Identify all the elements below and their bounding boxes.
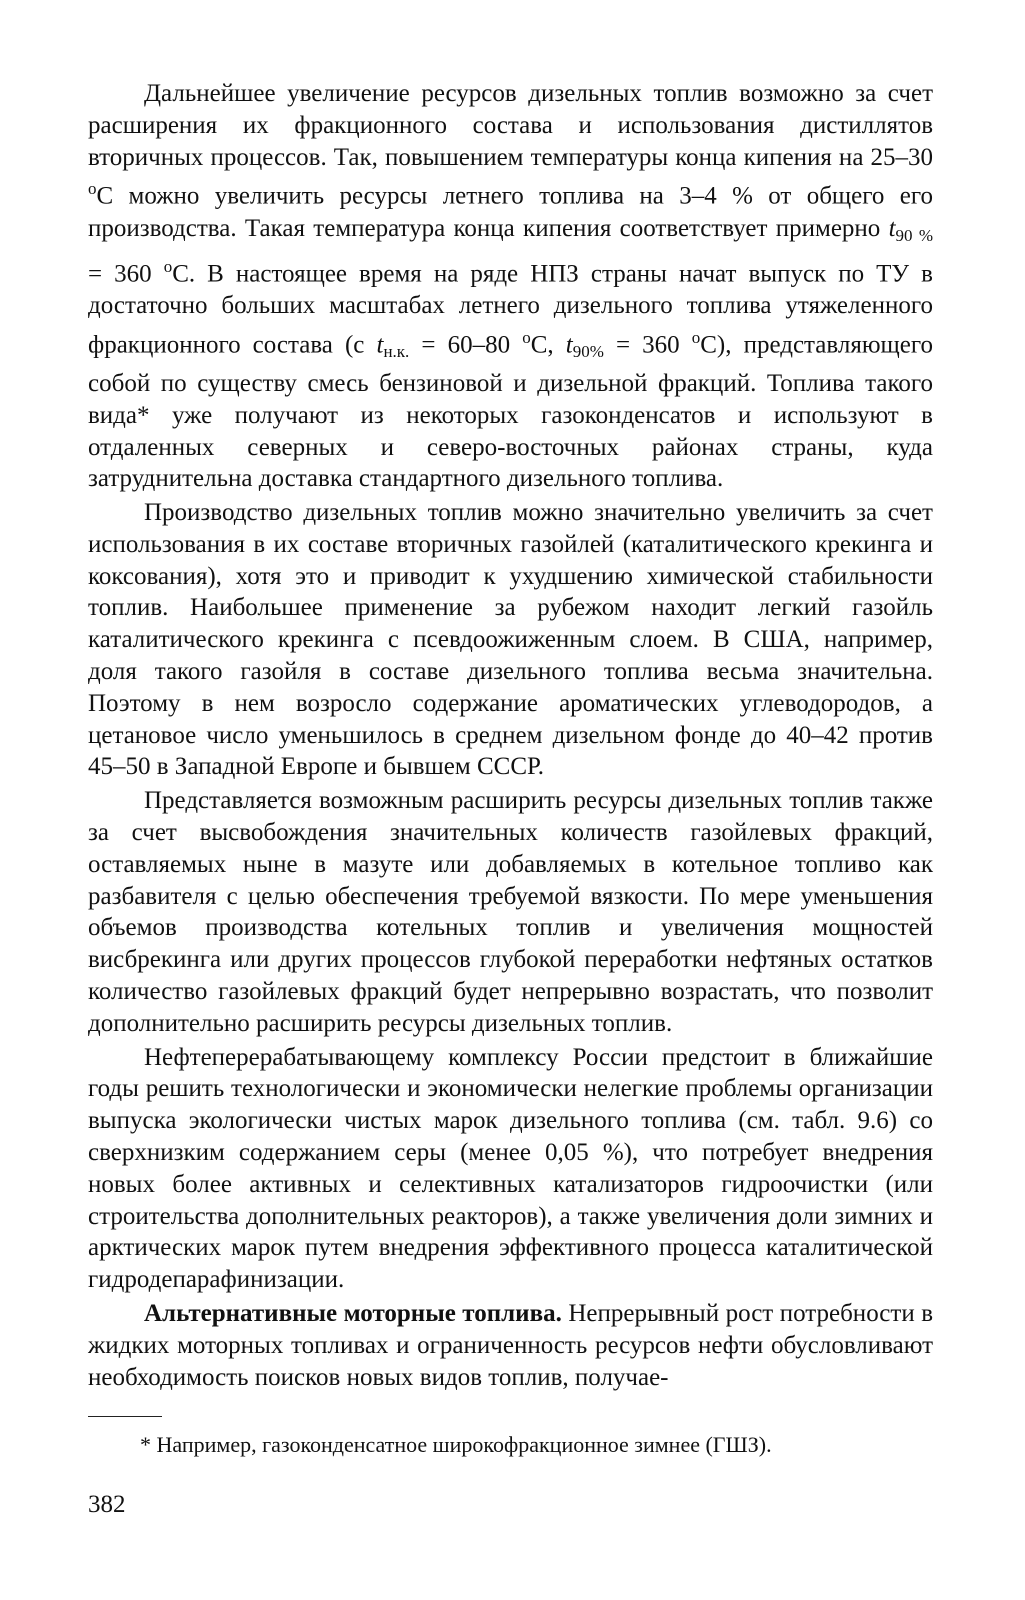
degree-mark: o <box>88 179 97 199</box>
section-run-in-heading: Альтернативные моторные топлива. <box>144 1300 562 1328</box>
degree-mark: o <box>691 328 701 348</box>
footnote-separator <box>88 1416 162 1417</box>
paragraph-3: Представляется возможным расширить ресурсы дизельных топлив также за счет высвобождения значительных количеств газойлевых фракций, оставляемых ныне в мазуте или добавляемых в котельное топливо как разбавителя с целью обеспечения требуемой вязкости. По мере уменьшения объемов производства котельных топлив и увеличения мощностей висбрекинга или других процессов глубокой переработки нефтяных остатков количество газойлевых фракций будет непрерывно возрастать, что позволит дополнительно расширить ресурсы дизельных топлив. <box>88 787 933 1037</box>
temperature-subscript: 90% <box>572 342 604 362</box>
temperature-symbol: t <box>888 214 896 242</box>
paragraph-2: Производство дизельных топлив можно значительно увеличить за счет использования в их составе вторичных газойлей (каталитического крекинга и коксования), хотя это и приводит к ухудшению химической стабильности топлив. Наибольшее применение за рубежом находит легкий газойль каталитического крекинга с псевдоожиженным слоем. В США, например, доля такого газойля в составе дизельного топлива весьма значительна. Поэтому в нем возросло содержание ароматических углеводородов, а цетановое число уменьшилось в среднем дизельном фонде до 40–42 против 45–50 в Западной Европе и бывшем СССР. <box>88 499 933 781</box>
temperature-subscript: н.к. <box>383 342 410 362</box>
text-run: = 360 <box>88 260 164 288</box>
text-run: Непрерывный рост потребности в жидких моторных топливах и ограниченность ресурсов нефти обусловливают необходимость поисков новых видов топлив, получае- <box>88 1300 933 1391</box>
degree-mark: o <box>163 257 173 277</box>
main-text <box>88 78 933 1395</box>
text-run: = 60–80 <box>409 331 523 359</box>
degree-mark: o <box>522 328 531 348</box>
footnote: * Например, газоконденсатное широкофракционное зимнее (ГШЗ). <box>140 1432 772 1457</box>
text-run: = 360 <box>603 331 692 359</box>
text-run: С, <box>530 331 566 359</box>
paragraph-5 <box>88 1298 933 1393</box>
temperature-subscript: 90 % <box>895 225 933 245</box>
text-run: С), представляющего собой по существу смесь бензиновой и дизельной фракций. Топлива такого вида* уже получают из некоторых газоконденсатов и используют в отдаленных северных и северо-восточных районах страны, куда затруднительна доставка стандартного дизельного топлива. <box>88 331 933 493</box>
paragraph-4: Нефтеперерабатывающему комплексу России предстоит в ближайшие годы решить технологически и экономически нелегкие проблемы организации выпуска экологически чистых марок дизельного топлива (см. табл. 9.6) со сверхнизким содержанием серы (менее 0,05 %), что потребует внедрения новых более активных и селективных катализаторов гидроочистки (или строительства дополнительных реакторов), а также увеличения доли зимних и арктических марок путем внедрения эффективного процесса каталитической гидродепарафинизации. <box>88 1043 933 1294</box>
temperature-symbol: t <box>565 331 573 359</box>
paragraph-1 <box>88 78 933 495</box>
text-run: С. В настоящее время на ряде НПЗ страны начат выпуск по ТУ в достаточно больших масштабах летнего дизельного топлива утяжеленного фракционного состава (с <box>88 260 933 359</box>
page-number: 382 <box>88 1491 126 1518</box>
temperature-symbol: t <box>376 331 384 359</box>
text-run: С можно увеличить ресурсы летнего топлива на 3–4 % от общего его производства. Такая температура конца кипения соответствует примерно <box>88 182 933 242</box>
text-run: Дальнейшее увеличение ресурсов дизельных топлив возможно за счет расширения их фракционного состава и использования дистиллятов вторичных процессов. Так, повышением температуры конца кипения на 25–30 <box>88 80 933 171</box>
